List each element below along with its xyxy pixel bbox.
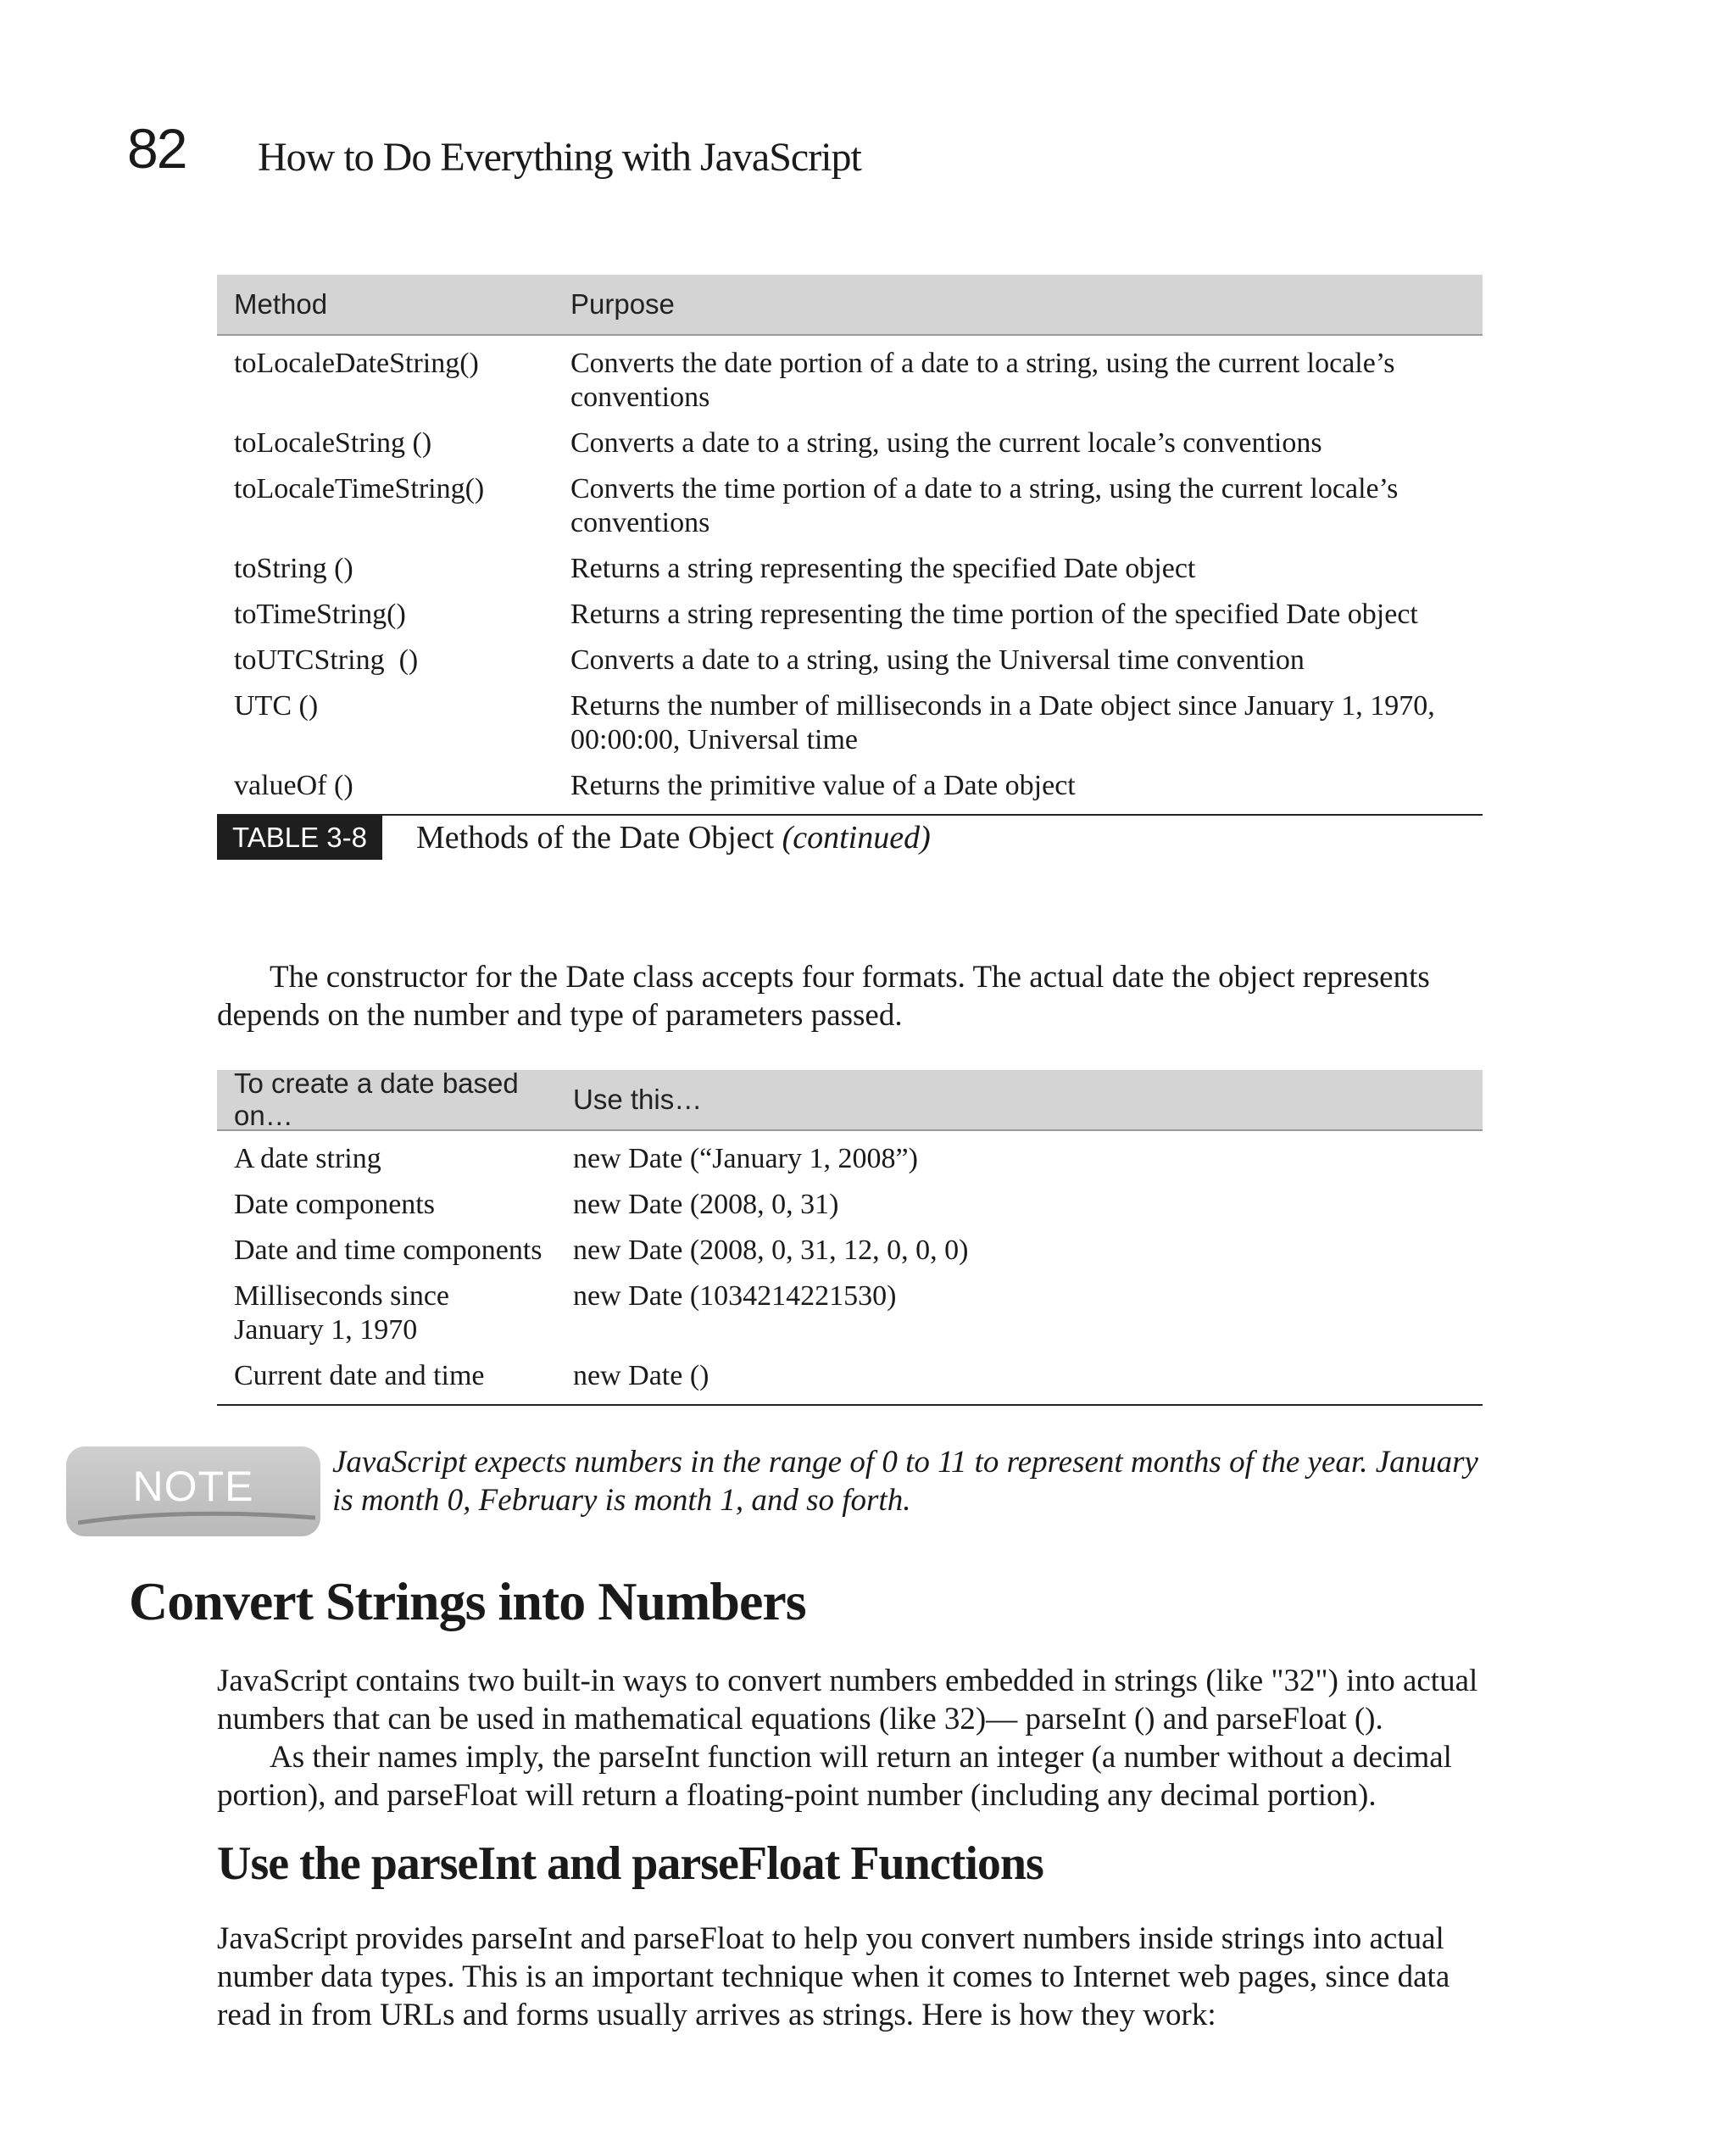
basis-cell: A date string — [234, 1143, 381, 1174]
purpose-cell: Returns a string representing the specified Date object — [570, 553, 1196, 584]
table-row — [217, 1136, 1483, 1182]
parse-paragraph: JavaScript provides parseInt and parseFloat to help you convert numbers inside strings into actual number data types. This is an important technique when it comes to Internet web pages, since data read in from URLs and forms usually arrives as strings. Here is how they work: — [217, 1921, 1450, 2032]
basis-cell: Date and time components — [234, 1235, 542, 1266]
column-header-purpose: Purpose — [570, 288, 675, 320]
purpose-cell: Returns a string representing the time portion of the specified Date object — [570, 599, 1418, 630]
purpose-cell: Converts the time portion of a date to a string, using the current locale’s conventions — [570, 473, 1399, 538]
basis-cell: Date components — [234, 1189, 435, 1220]
table-title-text: Methods of the Date Object — [415, 820, 775, 856]
method-cell: toLocaleTimeString() — [234, 473, 485, 504]
purpose-cell: Returns the number of milliseconds in a Date object since January 1, 1970, 00:00:00, Universal time — [570, 690, 1435, 755]
section-heading-convert: Convert Strings into Numbers — [129, 1571, 806, 1631]
note-label: NOTE — [132, 1463, 254, 1510]
column-header-use: Use this… — [573, 1084, 703, 1115]
table-caption — [217, 816, 931, 860]
table-row — [217, 1274, 1483, 1353]
constructor-paragraph: The constructor for the Date class accepts four formats. The actual date the object represents depends on the number and type of parameters passed. — [217, 960, 1430, 1033]
table-row — [217, 638, 1483, 683]
convert-paragraph-1: JavaScript contains two built-in ways to convert numbers embedded in strings (like "32") into actual numbers that can be used in mathematical equations (like 32)— parseInt () and parseFloat (). — [217, 1664, 1478, 1736]
method-cell: valueOf () — [234, 770, 353, 801]
table-row — [217, 546, 1483, 592]
table-row — [217, 1353, 1483, 1399]
table-title — [416, 819, 931, 856]
note-text: JavaScript expects numbers in the range of 0 to 11 to represent months of the year. January is month 0, February is month 1, and so forth. — [332, 1445, 1478, 1518]
date-methods-table — [217, 275, 1483, 816]
table-number-label: TABLE 3-8 — [217, 816, 382, 860]
code-cell: new Date (1034214221530) — [573, 1280, 897, 1312]
table-row — [217, 592, 1483, 638]
table-header — [217, 275, 1483, 336]
table-row — [217, 683, 1483, 763]
basis-cell: Milliseconds since January 1, 1970 — [234, 1280, 450, 1346]
method-cell: toLocaleString () — [234, 427, 432, 459]
table-continued: (continued) — [782, 820, 931, 856]
table-row — [217, 466, 1483, 546]
date-constructor-table — [217, 1067, 1483, 1406]
subsection-heading-parse: Use the parseInt and parseFloat Functions — [217, 1837, 1043, 1890]
method-cell: toUTCString () — [234, 644, 419, 676]
page-number: 82 — [127, 117, 186, 180]
running-head: How to Do Everything with JavaScript — [258, 135, 861, 180]
purpose-cell: Converts a date to a string, using the current locale’s conventions — [570, 427, 1322, 459]
purpose-cell: Returns the primitive value of a Date object — [570, 770, 1076, 801]
table-row — [217, 1228, 1483, 1274]
code-cell: new Date (2008, 0, 31, 12, 0, 0, 0) — [573, 1235, 969, 1266]
basis-cell: Current date and time — [234, 1360, 485, 1391]
code-cell: new Date () — [573, 1360, 709, 1391]
table-body — [217, 1131, 1483, 1406]
code-cell: new Date (2008, 0, 31) — [573, 1189, 839, 1220]
purpose-cell: Converts a date to a string, using the Universal time convention — [570, 644, 1305, 676]
method-cell: toLocaleDateString() — [234, 348, 479, 379]
column-header-method: Method — [234, 288, 328, 320]
column-header-basis: To create a date based on… — [234, 1067, 519, 1131]
table-row — [217, 341, 1483, 421]
convert-paragraph-2: As their names imply, the parseInt function will return an integer (a number without a decimal portion), and parseFloat will return a floating-point number (including any decimal portion). — [217, 1740, 1452, 1813]
table-header — [217, 1067, 1483, 1131]
method-cell: UTC () — [234, 690, 319, 722]
table-row — [217, 763, 1483, 809]
method-cell: toString () — [234, 553, 353, 584]
code-cell: new Date (“January 1, 2008”) — [573, 1143, 918, 1174]
swoosh-decoration-icon — [78, 1509, 315, 1526]
note-badge — [66, 1446, 320, 1536]
table-row — [217, 421, 1483, 466]
table-body — [217, 336, 1483, 816]
method-cell: toTimeString() — [234, 599, 406, 630]
purpose-cell: Converts the date portion of a date to a string, using the current locale’s conventions — [570, 348, 1395, 413]
table-row — [217, 1182, 1483, 1228]
